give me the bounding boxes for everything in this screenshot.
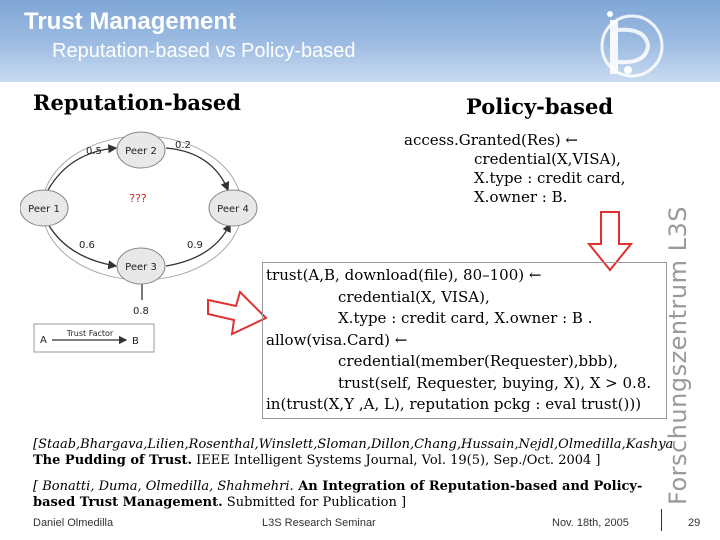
code-line: in(trust(X,Y ,A, L), reputation pckg : eval trust())) [266,395,642,413]
legend-from: A [40,335,47,346]
header-band [0,0,720,82]
peer-node [117,132,165,168]
peer2-label: Peer 2 [125,146,157,157]
l3s-logo-icon [588,8,672,82]
ref1-rest: IEEE Intelligent Systems Journal, Vol. 19(5), Sep./Oct. 2004 ] [192,453,601,468]
ref1-title: The Pudding of Trust. [33,453,193,468]
footer-event: L3S Research Seminar [262,517,376,529]
page-number: 29 [688,517,701,529]
code-line: credential(member(Requester),bbb), [338,352,618,370]
legend [34,324,154,352]
peer4-label: Peer 4 [217,204,249,215]
sidebar-institution-text: Forschungszentrum L3S [664,205,692,505]
ref1-authors: [Staab,Bhargava,Lilien,Rosenthal,Winslett,Sloman,Dillon,Chang,Hussain,Nejdl,Olmedilla,Kashya [33,437,674,452]
right-arrow-icon [206,284,268,340]
footer-date: Nov. 18th, 2005 [552,517,629,529]
code-line: X.owner : B. [474,188,568,206]
ref2-authors: [ Bonatti, Duma, Olmedilla, Shahmehri. [33,479,294,494]
legend-label: Trust Factor [66,329,114,338]
footer-author: Daniel Olmedilla [33,517,114,529]
code-line: allow(visa.Card) ← [266,330,408,349]
weight-label: 0.5 [86,146,102,157]
policy-rule-box [266,265,651,416]
weight-label: 0.9 [187,240,203,251]
code-line: X.type : credit card, X.owner : B . [338,309,593,327]
peer-node [117,248,165,284]
code-line: credential(X,VISA), [474,150,621,168]
ref2-rest: Submitted for Publication ] [222,495,407,510]
weight-label: 0.2 [175,140,191,151]
ref2-title: An Integration of Reputation-based and Policy-based Trust Management. [33,479,643,510]
code-line: X.type : credit card, [474,169,626,187]
reference-1 [33,437,673,469]
policy-rule-top [404,131,626,207]
reputation-heading: Reputation-based [33,90,241,115]
unknown-trust-label: ??? [129,192,147,205]
weight-label: 0.8 [133,306,149,317]
code-line: credential(X, VISA), [338,287,490,306]
slide-subtitle: Reputation-based vs Policy-based [52,40,356,62]
peer-node [209,190,257,226]
code-line: access.Granted(Res) ← [404,131,578,149]
code-line: trust(self, Requester, buying, X), X > 0.8. [338,373,652,392]
footer-divider [661,509,662,531]
weight-label: 0.6 [79,240,95,251]
peer1-label: Peer 1 [28,204,60,215]
legend-to: B [132,336,139,347]
reference-2 [33,479,648,511]
peer-node [20,190,68,226]
code-line: trust(A,B, download(file), 80–100) ← [266,266,542,284]
edge-peer2-peer4 [166,148,228,190]
policy-heading: Policy-based [466,94,614,119]
slide-title: Trust Management [24,8,237,35]
peer3-label: Peer 3 [125,262,157,273]
